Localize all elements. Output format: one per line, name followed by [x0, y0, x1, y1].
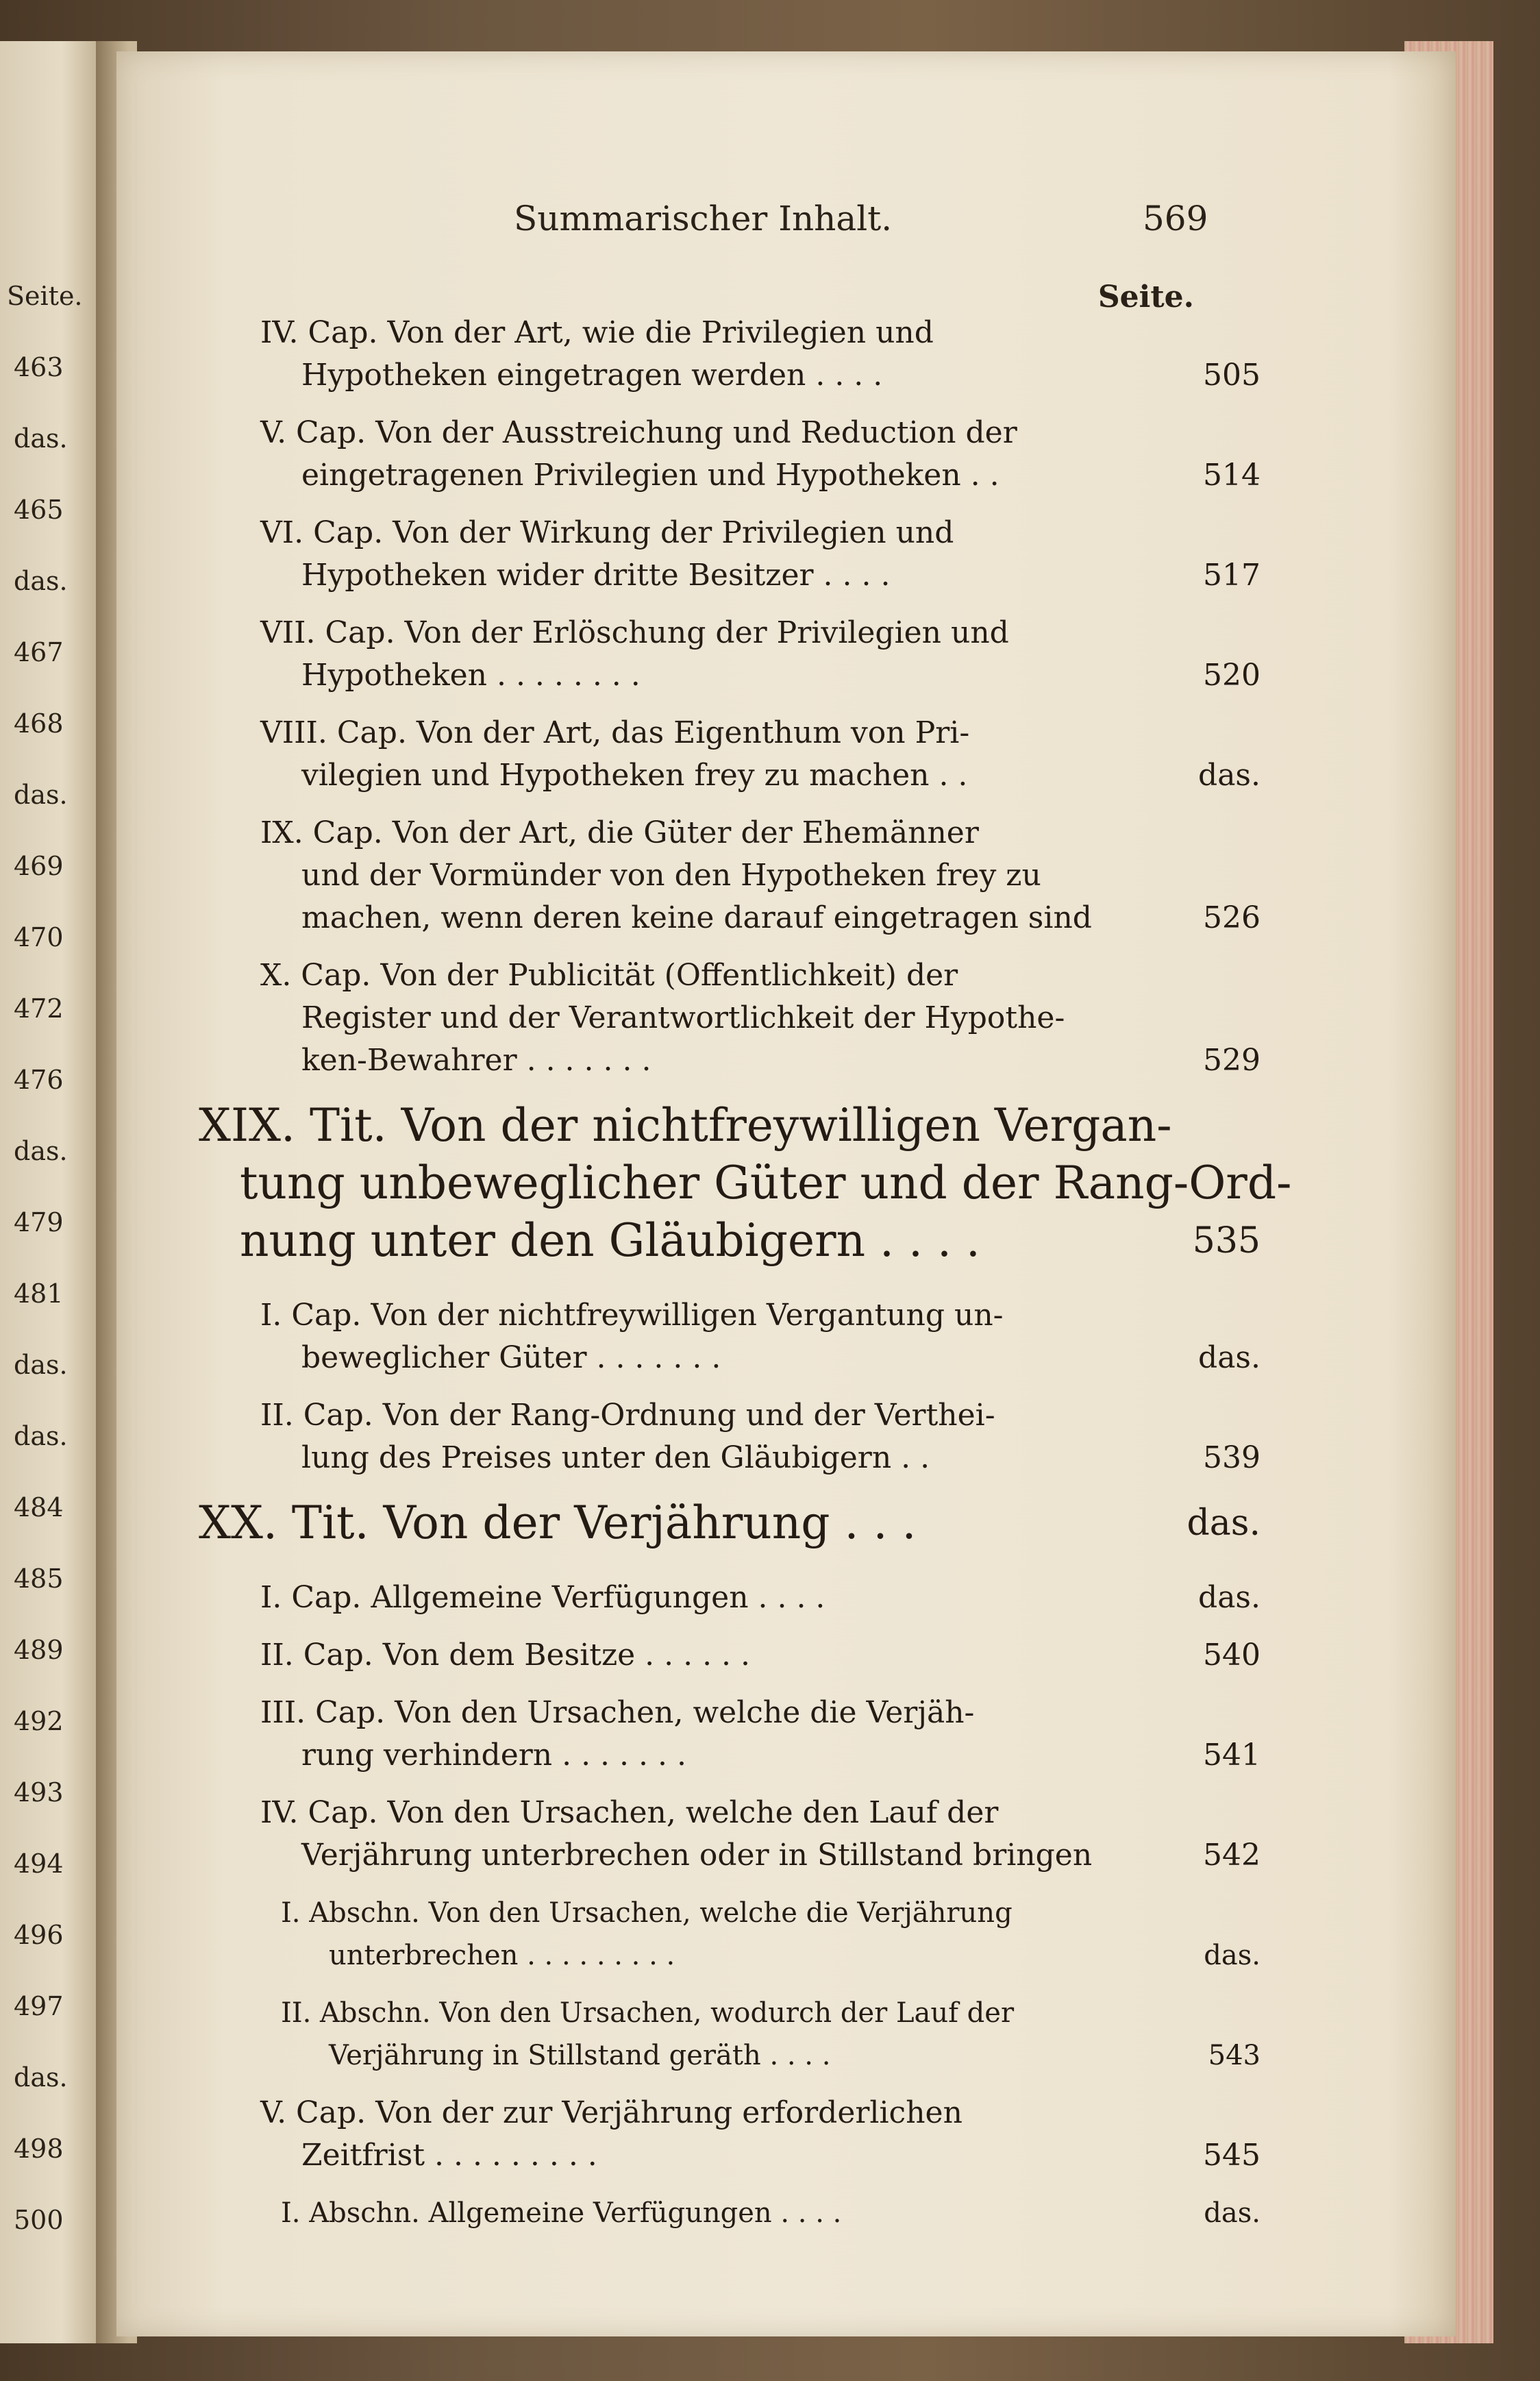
left-page-number: 485 — [14, 1564, 64, 1594]
toc-entry-text: Hypotheken eingetragen werden . . . . — [301, 358, 883, 393]
left-page-number: 468 — [14, 708, 64, 739]
left-page-number: 484 — [14, 1492, 64, 1522]
toc-entry-text: V. Cap. Von der zur Verjährung erforderlichen — [260, 2095, 962, 2130]
left-page-number: 476 — [14, 1065, 64, 1095]
toc-entry-text: Verjährung in Stillstand geräth . . . . — [329, 2040, 831, 2071]
toc-entry-page: 541 — [1203, 1738, 1260, 1773]
toc-entry — [260, 612, 1260, 697]
toc-entry — [260, 512, 1260, 597]
page-number: 569 — [1143, 199, 1208, 238]
toc-entry-text: tung unbeweglicher Güter und der Rang-Ord- — [240, 1157, 1292, 1209]
left-page-number: das. — [14, 780, 68, 810]
left-page-number: 467 — [14, 637, 64, 667]
toc-entry-page: 543 — [1208, 2040, 1260, 2071]
toc-entry-text: IX. Cap. Von der Art, die Güter der Ehemänner — [260, 815, 979, 850]
toc-entry-text: VIII. Cap. Von der Art, das Eigenthum von Pri- — [260, 715, 970, 750]
toc-entry-text: Zeitfrist . . . . . . . . . — [301, 2138, 597, 2173]
toc-entry-page: 505 — [1203, 358, 1260, 393]
toc-entry-page: 540 — [1203, 1638, 1260, 1673]
left-page-number: 465 — [14, 495, 64, 525]
toc-entry — [260, 1692, 1260, 1777]
toc-entry — [260, 2192, 1260, 2234]
toc-entry-page: das. — [1187, 1503, 1260, 1544]
toc-entry-page: 535 — [1192, 1220, 1260, 1261]
toc-entry-page: das. — [1204, 2197, 1260, 2229]
toc-entry-text: I. Cap. Von der nichtfreywilligen Vergantung un- — [260, 1298, 1004, 1333]
toc-entry-text: vilegien und Hypotheken frey zu machen . . — [301, 758, 968, 793]
toc-entry — [260, 954, 1260, 1082]
left-page-number: das. — [14, 2062, 68, 2093]
toc-entry-text: III. Cap. Von den Ursachen, welche die Verjäh- — [260, 1695, 975, 1730]
toc-entry-text: VII. Cap. Von der Erlöschung der Privilegien und — [260, 615, 1009, 650]
toc-entry-text: II. Cap. Von der Rang-Ordnung und der Verthei- — [260, 1398, 995, 1433]
left-page-number: das. — [14, 566, 68, 596]
toc-entry — [260, 1892, 1260, 1977]
toc-entry-text: II. Cap. Von dem Besitze . . . . . . — [260, 1638, 750, 1673]
toc-entry-text: und der Vormünder von den Hypotheken frey zu — [301, 858, 1041, 893]
toc-entry-text: XX. Tit. Von der Verjährung . . . — [199, 1496, 917, 1549]
toc-entry-text: Hypotheken . . . . . . . . — [301, 658, 641, 693]
toc-entry-text: Verjährung unterbrechen oder in Stillstand bringen — [301, 1838, 1093, 1873]
toc-entry-text: I. Cap. Allgemeine Verfügungen . . . . — [260, 1580, 825, 1615]
toc-entry-text: VI. Cap. Von der Wirkung der Privilegien und — [260, 515, 954, 550]
toc-entry-text: XIX. Tit. Von der nichtfreywilligen Vergan- — [199, 1099, 1172, 1152]
toc-entry-text: II. Abschn. Von den Ursachen, wodurch der Lauf der — [281, 1997, 1015, 2029]
toc-entry — [260, 412, 1260, 497]
toc-entry-text: X. Cap. Von der Publicität (Offentlichkeit) der — [260, 958, 958, 993]
left-page-number: 498 — [14, 2134, 64, 2164]
toc-entry-text: unterbrechen . . . . . . . . . — [329, 1940, 675, 1971]
toc-entry — [260, 1792, 1260, 1877]
toc-entry-text: Hypotheken wider dritte Besitzer . . . . — [301, 558, 891, 593]
left-page-number: 494 — [14, 1849, 64, 1879]
toc-entry-text: I. Abschn. Von den Ursachen, welche die Verjährung — [281, 1897, 1013, 1929]
left-page-number: das. — [14, 1350, 68, 1380]
toc-entry-text: Register und der Verantwortlichkeit der Hypothe- — [301, 1000, 1065, 1035]
toc-entry-page: 545 — [1203, 2138, 1260, 2173]
left-page-number: 496 — [14, 1920, 64, 1950]
left-page-number: 489 — [14, 1635, 64, 1665]
toc-entry — [199, 1494, 1260, 1552]
left-page-number: 463 — [14, 352, 64, 382]
toc-entry — [260, 1992, 1260, 2077]
toc-entry — [260, 712, 1260, 797]
seite-column-label: Seite. — [1097, 280, 1194, 314]
toc-entry-text: rung verhindern . . . . . . . — [301, 1738, 686, 1773]
toc-entry-page: 520 — [1203, 658, 1260, 693]
toc-entry-page: 529 — [1203, 1043, 1260, 1078]
toc-entry-page: 517 — [1203, 558, 1260, 593]
toc-entry-page: 539 — [1203, 1440, 1260, 1475]
left-page-number: 479 — [14, 1207, 64, 1237]
left-page-number: das. — [14, 1421, 68, 1451]
toc-entry-page: das. — [1198, 1340, 1260, 1375]
toc-entry — [260, 1577, 1260, 1619]
left-page — [0, 41, 103, 2343]
left-page-number: 493 — [14, 1777, 64, 1808]
toc-entry-text: I. Abschn. Allgemeine Verfügungen . . . . — [281, 2197, 842, 2229]
left-page-number: das. — [14, 1136, 68, 1166]
toc-entry-text: beweglicher Güter . . . . . . . — [301, 1340, 721, 1375]
toc-entry — [260, 1394, 1260, 1479]
toc-entry-text: nung unter den Gläubigern . . . . — [240, 1214, 980, 1267]
left-page-number: 497 — [14, 1991, 64, 2021]
toc-entry-text: machen, wenn deren keine darauf eingetragen sind — [301, 900, 1092, 935]
toc-entry-page: das. — [1198, 1580, 1260, 1615]
toc-entry-text: IV. Cap. Von der Art, wie die Privilegien und — [260, 315, 934, 350]
toc-entry-page: 542 — [1203, 1838, 1260, 1873]
toc-entry-page: 526 — [1203, 900, 1260, 935]
toc-entry — [260, 2092, 1260, 2177]
toc-entry — [260, 1294, 1260, 1379]
toc-entry-text: V. Cap. Von der Ausstreichung und Reduction der — [260, 415, 1017, 450]
left-page-number: 469 — [14, 851, 64, 881]
left-page-number: 500 — [14, 2205, 64, 2235]
toc-entry-text: eingetragenen Privilegien und Hypotheken . . — [301, 458, 999, 493]
left-page-number: 470 — [14, 922, 64, 952]
toc-entry — [260, 812, 1260, 939]
toc-entry — [260, 312, 1260, 397]
toc-entry-text: IV. Cap. Von den Ursachen, welche den Lauf der — [260, 1795, 999, 1830]
toc-entry-page: 514 — [1203, 458, 1260, 493]
toc-entry — [260, 1634, 1260, 1677]
left-page-number: 481 — [14, 1279, 64, 1309]
left-page-number: 472 — [14, 994, 64, 1024]
toc-entry-text: lung des Preises unter den Gläubigern . . — [301, 1440, 930, 1475]
left-page-number: das. — [14, 423, 68, 454]
toc-entry-text: ken-Bewahrer . . . . . . . — [301, 1043, 651, 1078]
left-page-number: Seite. — [7, 281, 83, 311]
toc-entry-page: das. — [1198, 758, 1260, 793]
toc-entry — [199, 1097, 1292, 1270]
running-header: Summarischer Inhalt. — [514, 199, 893, 238]
left-page-number: 492 — [14, 1706, 64, 1736]
toc-entry-page: das. — [1204, 1940, 1260, 1971]
